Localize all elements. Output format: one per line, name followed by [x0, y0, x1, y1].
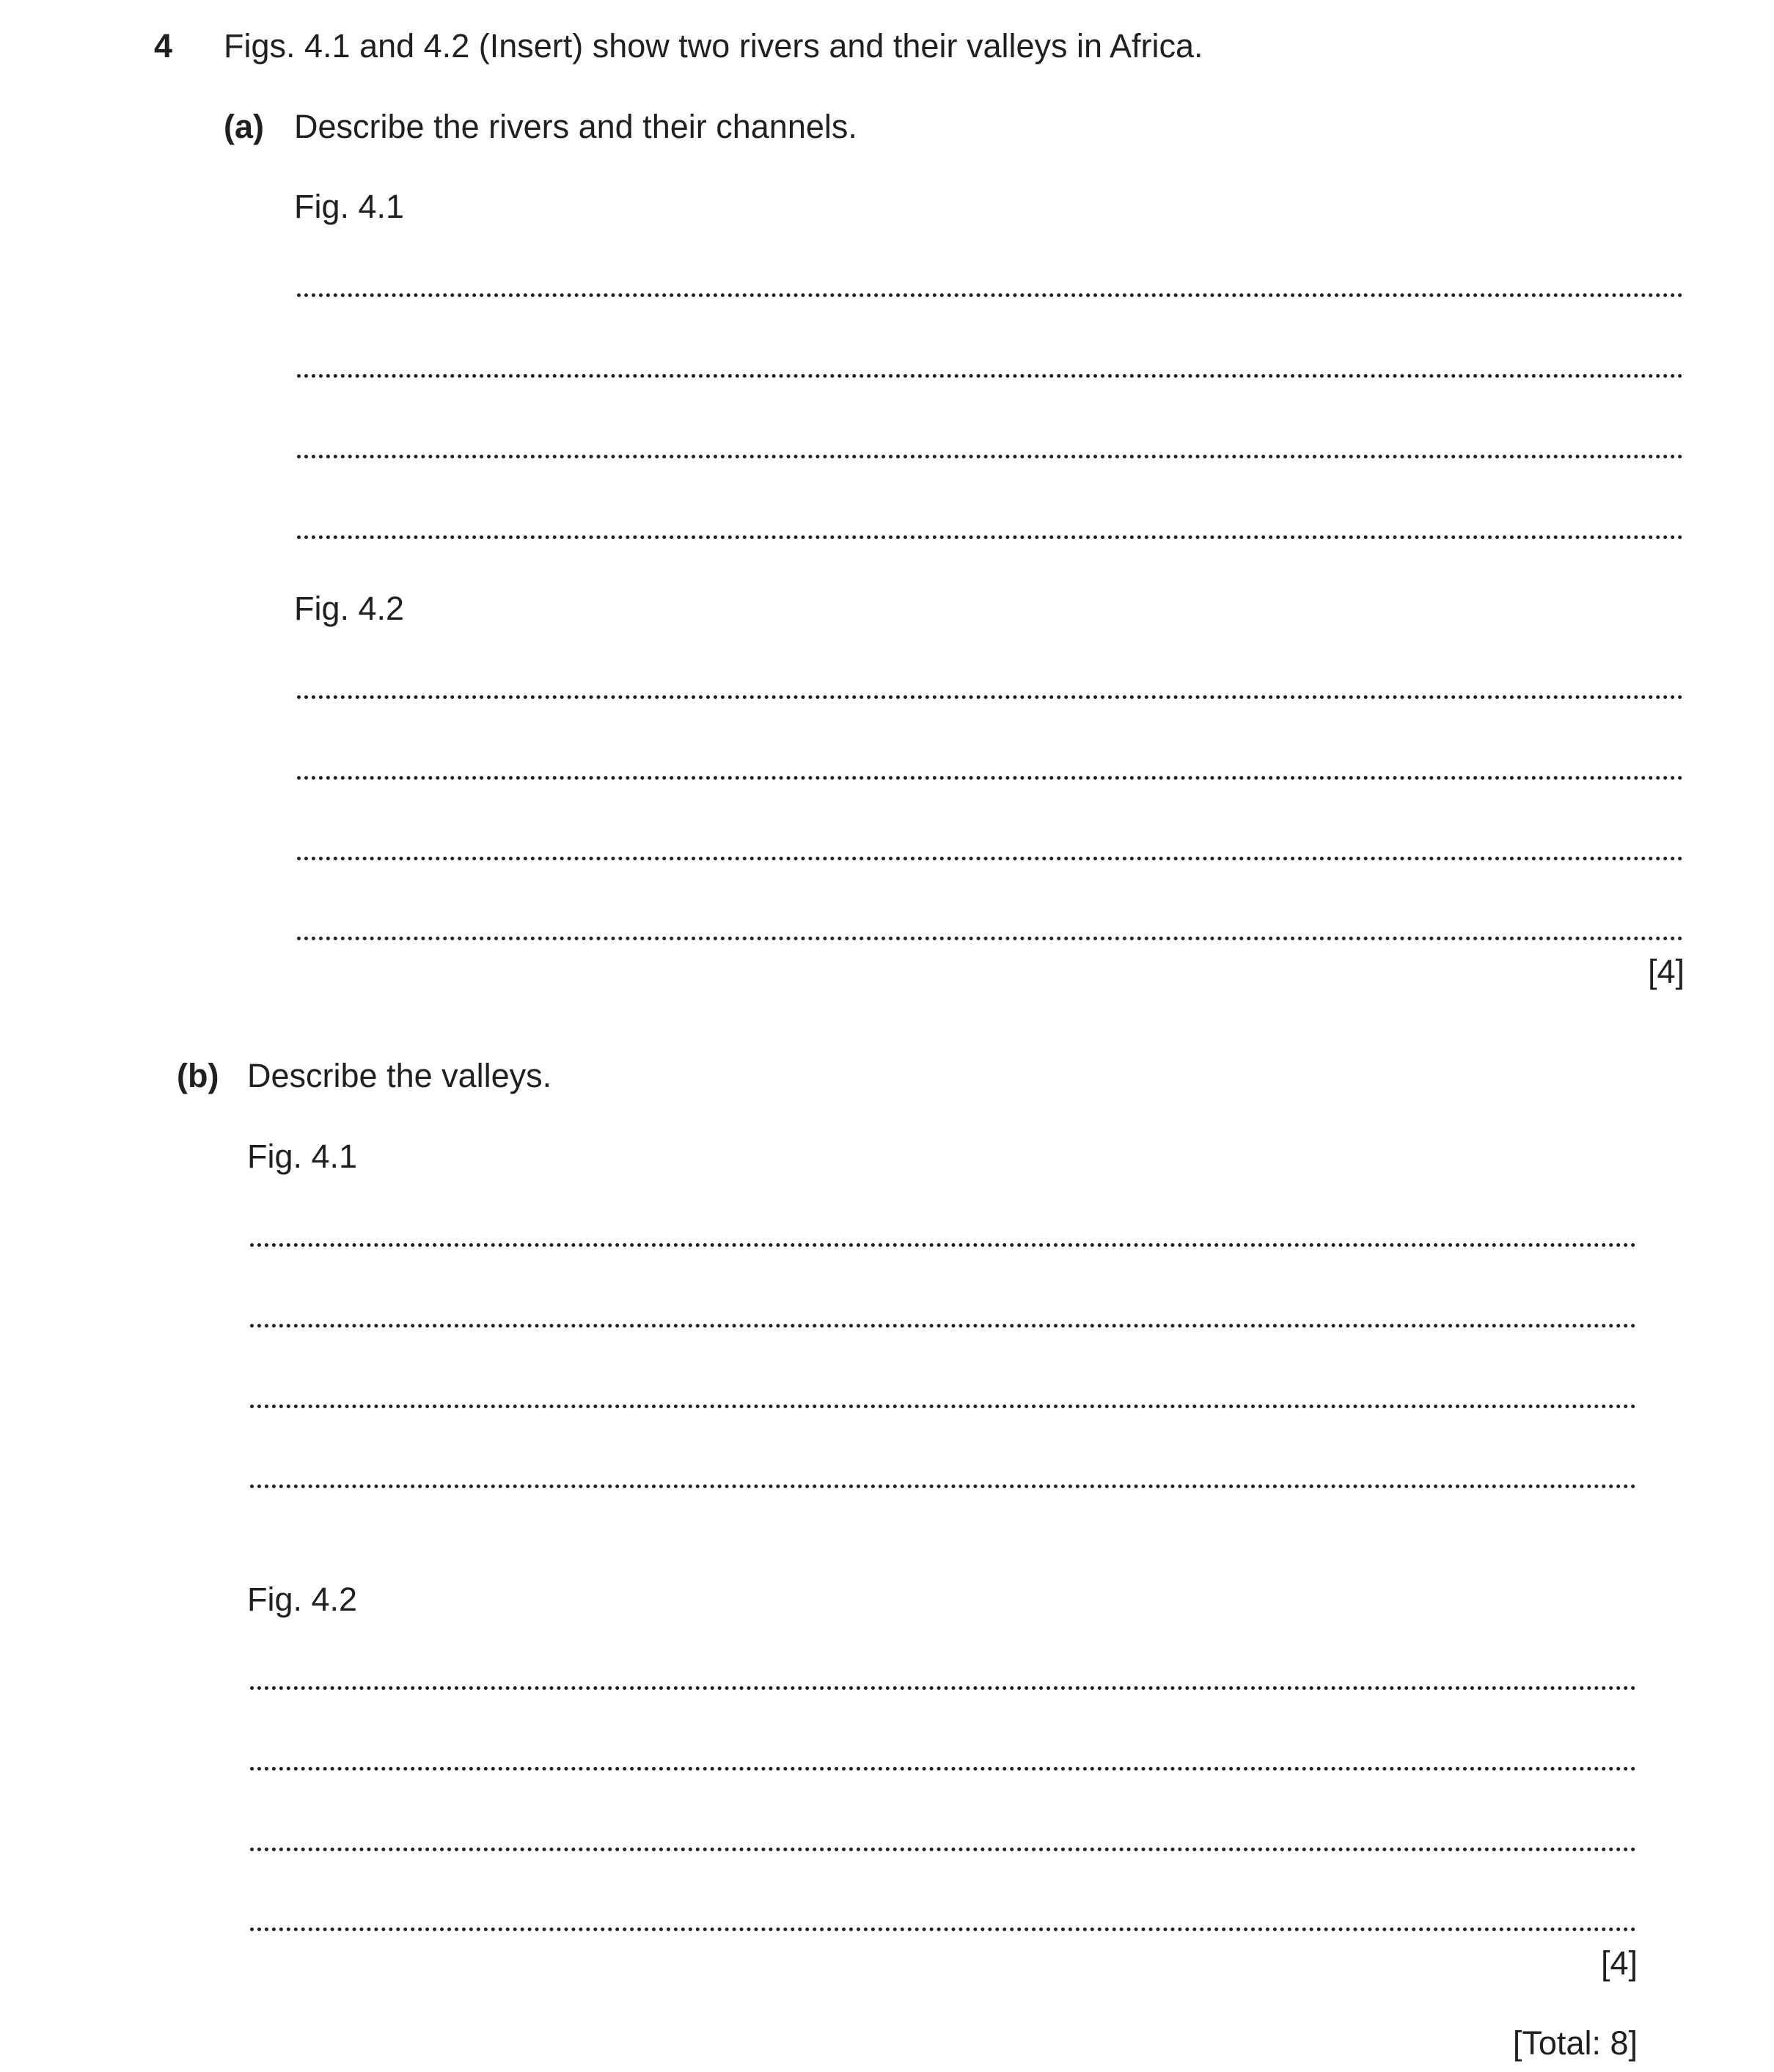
answer-line-b1[interactable]: [250, 1243, 1636, 1247]
answer-line-a3[interactable]: [297, 455, 1683, 458]
part-a-fig2-label: Fig. 4.2: [294, 590, 405, 627]
part-b-fig1-label: Fig. 4.1: [247, 1138, 358, 1175]
question-total: [Total: 8]: [1512, 2024, 1638, 2062]
part-a-prompt: Describe the rivers and their channels.: [294, 108, 857, 145]
part-b-marks: [4]: [1600, 1944, 1638, 1982]
answer-line-a6[interactable]: [297, 776, 1683, 780]
answer-line-b7[interactable]: [250, 1848, 1636, 1851]
part-b-fig2-label: Fig. 4.2: [247, 1581, 358, 1618]
answer-line-a2[interactable]: [297, 374, 1683, 378]
answer-line-b8[interactable]: [250, 1928, 1636, 1931]
question-stem: Figs. 4.1 and 4.2 (Insert) show two rivers and their valleys in Africa.: [224, 27, 1203, 65]
part-b-prompt: Describe the valleys.: [247, 1057, 552, 1094]
answer-line-a8[interactable]: [297, 937, 1683, 940]
answer-line-b5[interactable]: [250, 1686, 1636, 1690]
answer-line-a7[interactable]: [297, 857, 1683, 860]
answer-line-a4[interactable]: [297, 535, 1683, 539]
answer-line-a5[interactable]: [297, 695, 1683, 699]
part-a-label: (a): [224, 108, 264, 145]
answer-line-a1[interactable]: [297, 293, 1683, 297]
question-number: 4: [154, 27, 173, 65]
answer-line-b4[interactable]: [250, 1485, 1636, 1488]
part-b-label: (b): [177, 1057, 219, 1094]
answer-line-b6[interactable]: [250, 1767, 1636, 1771]
part-a-fig1-label: Fig. 4.1: [294, 188, 405, 225]
answer-line-b3[interactable]: [250, 1405, 1636, 1408]
part-a-marks: [4]: [1647, 953, 1685, 990]
answer-line-b2[interactable]: [250, 1324, 1636, 1328]
